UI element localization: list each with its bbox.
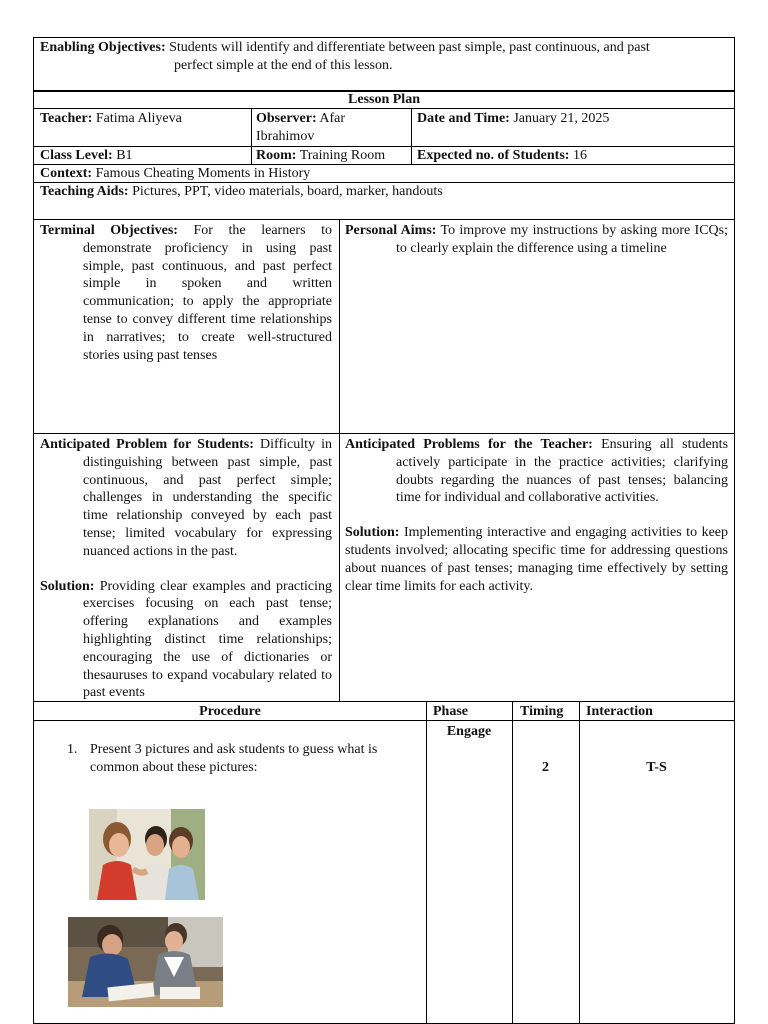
terminal-objectives-label: Terminal Objectives:	[40, 223, 178, 238]
observer-label: Observer:	[256, 111, 317, 126]
teacher-name: Fatima Aliyeva	[95, 111, 182, 126]
procedure-table	[33, 702, 735, 1024]
enabling-objectives-text: Students will identify and differentiate between past simple, past continuous, and past	[169, 40, 650, 55]
room-cell	[256, 147, 408, 165]
context-label: Context:	[40, 166, 93, 181]
timing-value: 2	[542, 760, 549, 775]
step-number: 1.	[67, 742, 78, 757]
personal-aims-cell	[345, 222, 728, 258]
ap-teacher-solution-text: Implementing interactive and engaging activities to keep students involved; allocating specific time for addressing questions about nuances of past tenses; managing time effectively by setting clear time limits for each activity.	[345, 525, 728, 594]
phase-value: Engage	[446, 724, 492, 739]
terminal-objectives-text: For the learners to demonstrate proficiency in using past simple, past continuous, and past perfect simple in spoken and written communication; to apply the appropriate tense to convey different time relationships in narratives; to create well-structured stories using past tenses	[83, 223, 332, 363]
date-time-value: January 21, 2025	[513, 111, 610, 126]
lesson-plan-title: Lesson Plan	[348, 92, 420, 107]
procedure-header: Procedure	[199, 704, 261, 719]
students-label: Expected no. of Students:	[417, 148, 570, 163]
context-value: Famous Cheating Moments in History	[95, 166, 311, 181]
interaction-header: Interaction	[586, 704, 653, 719]
lesson-plan-table	[33, 91, 735, 702]
picture-exam-cheating	[68, 917, 223, 1007]
room-label: Room:	[256, 148, 297, 163]
ap-teacher-text: Ensuring all students actively participate in the practice activities; clarifying doubts regarding the nuances of past tenses; balancing time for individual and collaborative activities.	[396, 437, 729, 506]
observer-cell	[256, 110, 408, 146]
enabling-objectives-text-cont: perfect simple at the end of this lesson.	[174, 57, 393, 73]
teacher-cell	[40, 110, 248, 128]
ap-students-solution-text: Providing clear examples and practicing exercises focusing on each past tense; offering explanations and examples highlighting distinct time relationships; encouraging the use of dictionaries or thesauruses to expand vocabulary related to past events	[83, 578, 333, 701]
room-value: Training Room	[299, 148, 386, 163]
enabling-objectives-box	[33, 37, 735, 92]
timing-header: Timing	[520, 704, 564, 719]
date-time-label: Date and Time:	[417, 111, 510, 126]
personal-aims-text: To improve my instructions by asking more ICQs; to clearly explain the difference using a timeline	[396, 223, 729, 256]
picture-whispering-women	[89, 809, 205, 900]
class-level-label: Class Level:	[40, 148, 113, 163]
phase-header: Phase	[433, 704, 468, 719]
teaching-aids-value: Pictures, PPT, video materials, board, marker, handouts	[132, 184, 443, 199]
students-cell	[417, 147, 729, 165]
teaching-aids-cell	[40, 183, 730, 201]
date-time-cell	[417, 110, 729, 128]
terminal-objectives-cell	[40, 222, 332, 364]
observer-name: Afar	[319, 111, 346, 126]
observer-name-cont: Ibrahimov	[256, 128, 315, 144]
teaching-aids-label: Teaching Aids:	[40, 184, 129, 199]
ap-teacher-solution-label: Solution:	[345, 525, 400, 541]
class-level-cell	[40, 147, 248, 165]
step-text: Present 3 pictures and ask students to guess what is common about these pictures:	[90, 742, 378, 775]
personal-aims-label: Personal Aims:	[345, 223, 437, 238]
students-value: 16	[572, 148, 587, 163]
class-level-value: B1	[116, 148, 133, 163]
context-cell	[40, 165, 730, 183]
ap-students-solution-label: Solution:	[40, 578, 95, 594]
teacher-label: Teacher:	[40, 111, 93, 126]
ap-students-text: Difficulty in distinguishing between past simple, past continuous, and past perfect simple; challenges in understanding the specific time relationship conveyed by each past tense; limited vocabulary for expressing nuanced actions in the past.	[83, 437, 333, 559]
interaction-value: T-S	[646, 760, 667, 775]
ap-students-label: Anticipated Problem for Students:	[40, 437, 254, 452]
anticipated-problems-teacher-cell	[345, 436, 728, 595]
enabling-objectives-label: Enabling Objectives:	[40, 40, 166, 55]
anticipated-problems-students-cell	[40, 436, 332, 702]
ap-teacher-label: Anticipated Problems for the Teacher:	[345, 437, 593, 452]
